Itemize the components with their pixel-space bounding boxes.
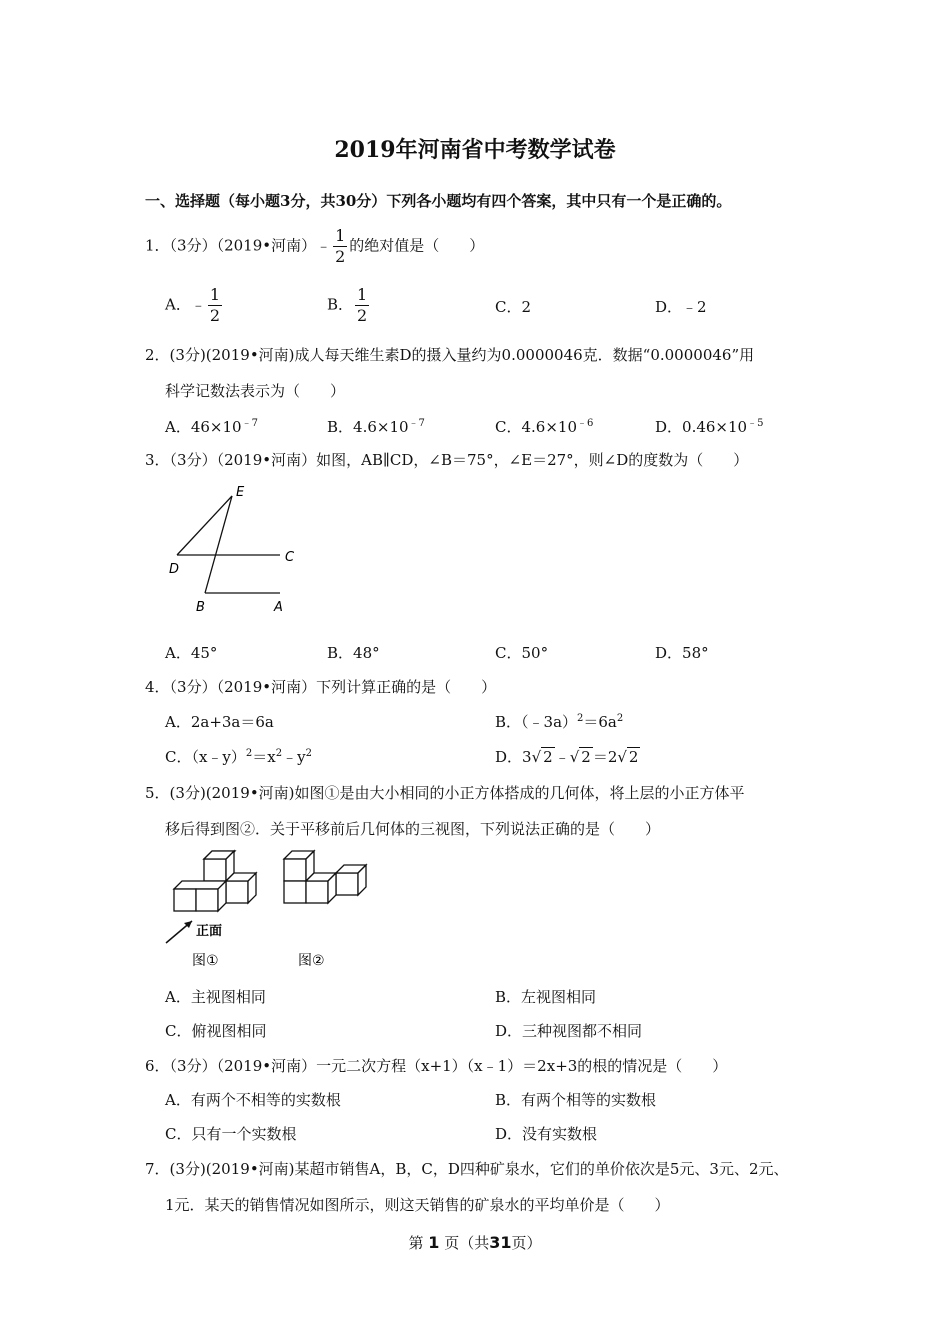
q6-option-a[interactable]: A．有两个不相等的实数根 <box>165 1091 341 1109</box>
question-6-stem: 6．（3分）（2019•河南）一元二次方程（x+1）（x﹣1）＝2x+3的根的情况是（ ） <box>145 1057 728 1075</box>
label-d: D <box>169 562 180 577</box>
front-label: 正面 <box>196 924 223 939</box>
question-2-line1: 2．(3分)(2019•河南)成人每天维生素D的摄入量约为0.0000046克．数据“0.0000046”用 <box>145 346 755 364</box>
q1-stem-post: 的绝对值是（ ） <box>349 236 485 255</box>
q3-option-c[interactable]: C．50° <box>495 644 549 662</box>
label-e: E <box>236 485 245 500</box>
q1-option-a[interactable]: A．﹣ $\frac{1}{2}$ <box>165 285 221 325</box>
q1-option-b[interactable]: B． $\frac{1}{2}$ <box>327 285 368 325</box>
question-3-stem: 3．（3分）（2019•河南）如图，AB∥CD，∠B＝75°，∠E＝27°，则∠D的度数为（ ） <box>145 451 749 469</box>
page-title: 2019年河南省中考数学试卷 <box>334 137 616 163</box>
total-pages: 31 <box>489 1233 512 1252</box>
q5-cube-figures <box>160 845 380 975</box>
question-5-line2: 移后得到图②．关于平移前后几何体的三视图，下列说法正确的是（ ） <box>165 820 661 838</box>
question-5-line1: 5．(3分)(2019•河南)如图①是由大小相同的小正方体搭成的几何体，将上层的小正方体平 <box>145 784 745 802</box>
question-7-line1: 7．(3分)(2019•河南)某超市销售A，B，C，D四种矿泉水，它们的单价依次是5元、3元、2元、 <box>145 1160 789 1178</box>
figure-2-caption: 图② <box>298 953 325 969</box>
q3-option-a[interactable]: A．45° <box>165 644 218 662</box>
q3-option-d[interactable]: D．58° <box>655 644 709 662</box>
q1-fraction: $\frac{1}{2}$ <box>335 226 346 266</box>
label-b: B <box>196 600 205 615</box>
q1-option-d[interactable]: D．﹣2 <box>655 298 707 316</box>
question-1-stem <box>145 228 484 265</box>
q2-option-d[interactable]: D．$0.46\times 10^{﹣5}$ <box>655 418 764 436</box>
figure-1-cubes <box>174 851 256 911</box>
q2-option-b[interactable]: B．$4.6\times 10^{﹣7}$ <box>327 418 425 436</box>
q4-option-a[interactable]: A．2a+3a＝6a <box>165 713 274 731</box>
q5-option-a[interactable]: A．主视图相同 <box>165 988 266 1006</box>
q4-option-b[interactable]: B．$(﹣3a)^2=6a^2$ <box>495 713 624 731</box>
q6-option-d[interactable]: D．没有实数根 <box>495 1125 598 1143</box>
section-heading: 一、选择题（每小题3分，共30分）下列各小题均有四个答案，其中只有一个是正确的。 <box>145 192 732 210</box>
question-7-line2: 1元．某天的销售情况如图所示，则这天销售的矿泉水的平均单价是（ ） <box>165 1196 670 1214</box>
q5-option-c[interactable]: C．俯视图相同 <box>165 1022 267 1040</box>
figure-2-cubes <box>284 851 366 903</box>
q4-option-c[interactable]: C．$(x﹣y)^2=x^2﹣y^2$ <box>165 748 312 766</box>
page-number: 1 <box>428 1233 440 1252</box>
label-a: A <box>274 600 283 615</box>
question-4-stem: 4．（3分）（2019•河南）下列计算正确的是（ ） <box>145 678 497 696</box>
q1-option-c[interactable]: C．2 <box>495 298 532 316</box>
page-footer: 第 1 页（共31页） <box>408 1233 542 1252</box>
q1-stem-pre: 1．（3分）（2019•河南）﹣ <box>145 236 332 255</box>
label-c: C <box>285 550 295 565</box>
q4-option-d[interactable]: D．3√ 2 ﹣√ 2 ＝2√ 2 <box>495 748 639 766</box>
q3-option-b[interactable]: B．48° <box>327 644 380 662</box>
q5-option-b[interactable]: B．左视图相同 <box>495 988 597 1006</box>
figure-1-caption: 图① <box>192 953 219 969</box>
q2-option-a[interactable]: A．$46\times 10^{﹣7}$ <box>165 418 258 436</box>
question-2-line2: 科学记数法表示为（ ） <box>165 382 346 400</box>
q2-option-c[interactable]: C．$4.6\times 10^{﹣6}$ <box>495 418 594 436</box>
q6-option-c[interactable]: C．只有一个实数根 <box>165 1125 297 1143</box>
q5-option-d[interactable]: D．三种视图都不相同 <box>495 1022 643 1040</box>
q3-geometry-figure <box>160 480 310 620</box>
q6-option-b[interactable]: B．有两个相等的实数根 <box>495 1091 657 1109</box>
